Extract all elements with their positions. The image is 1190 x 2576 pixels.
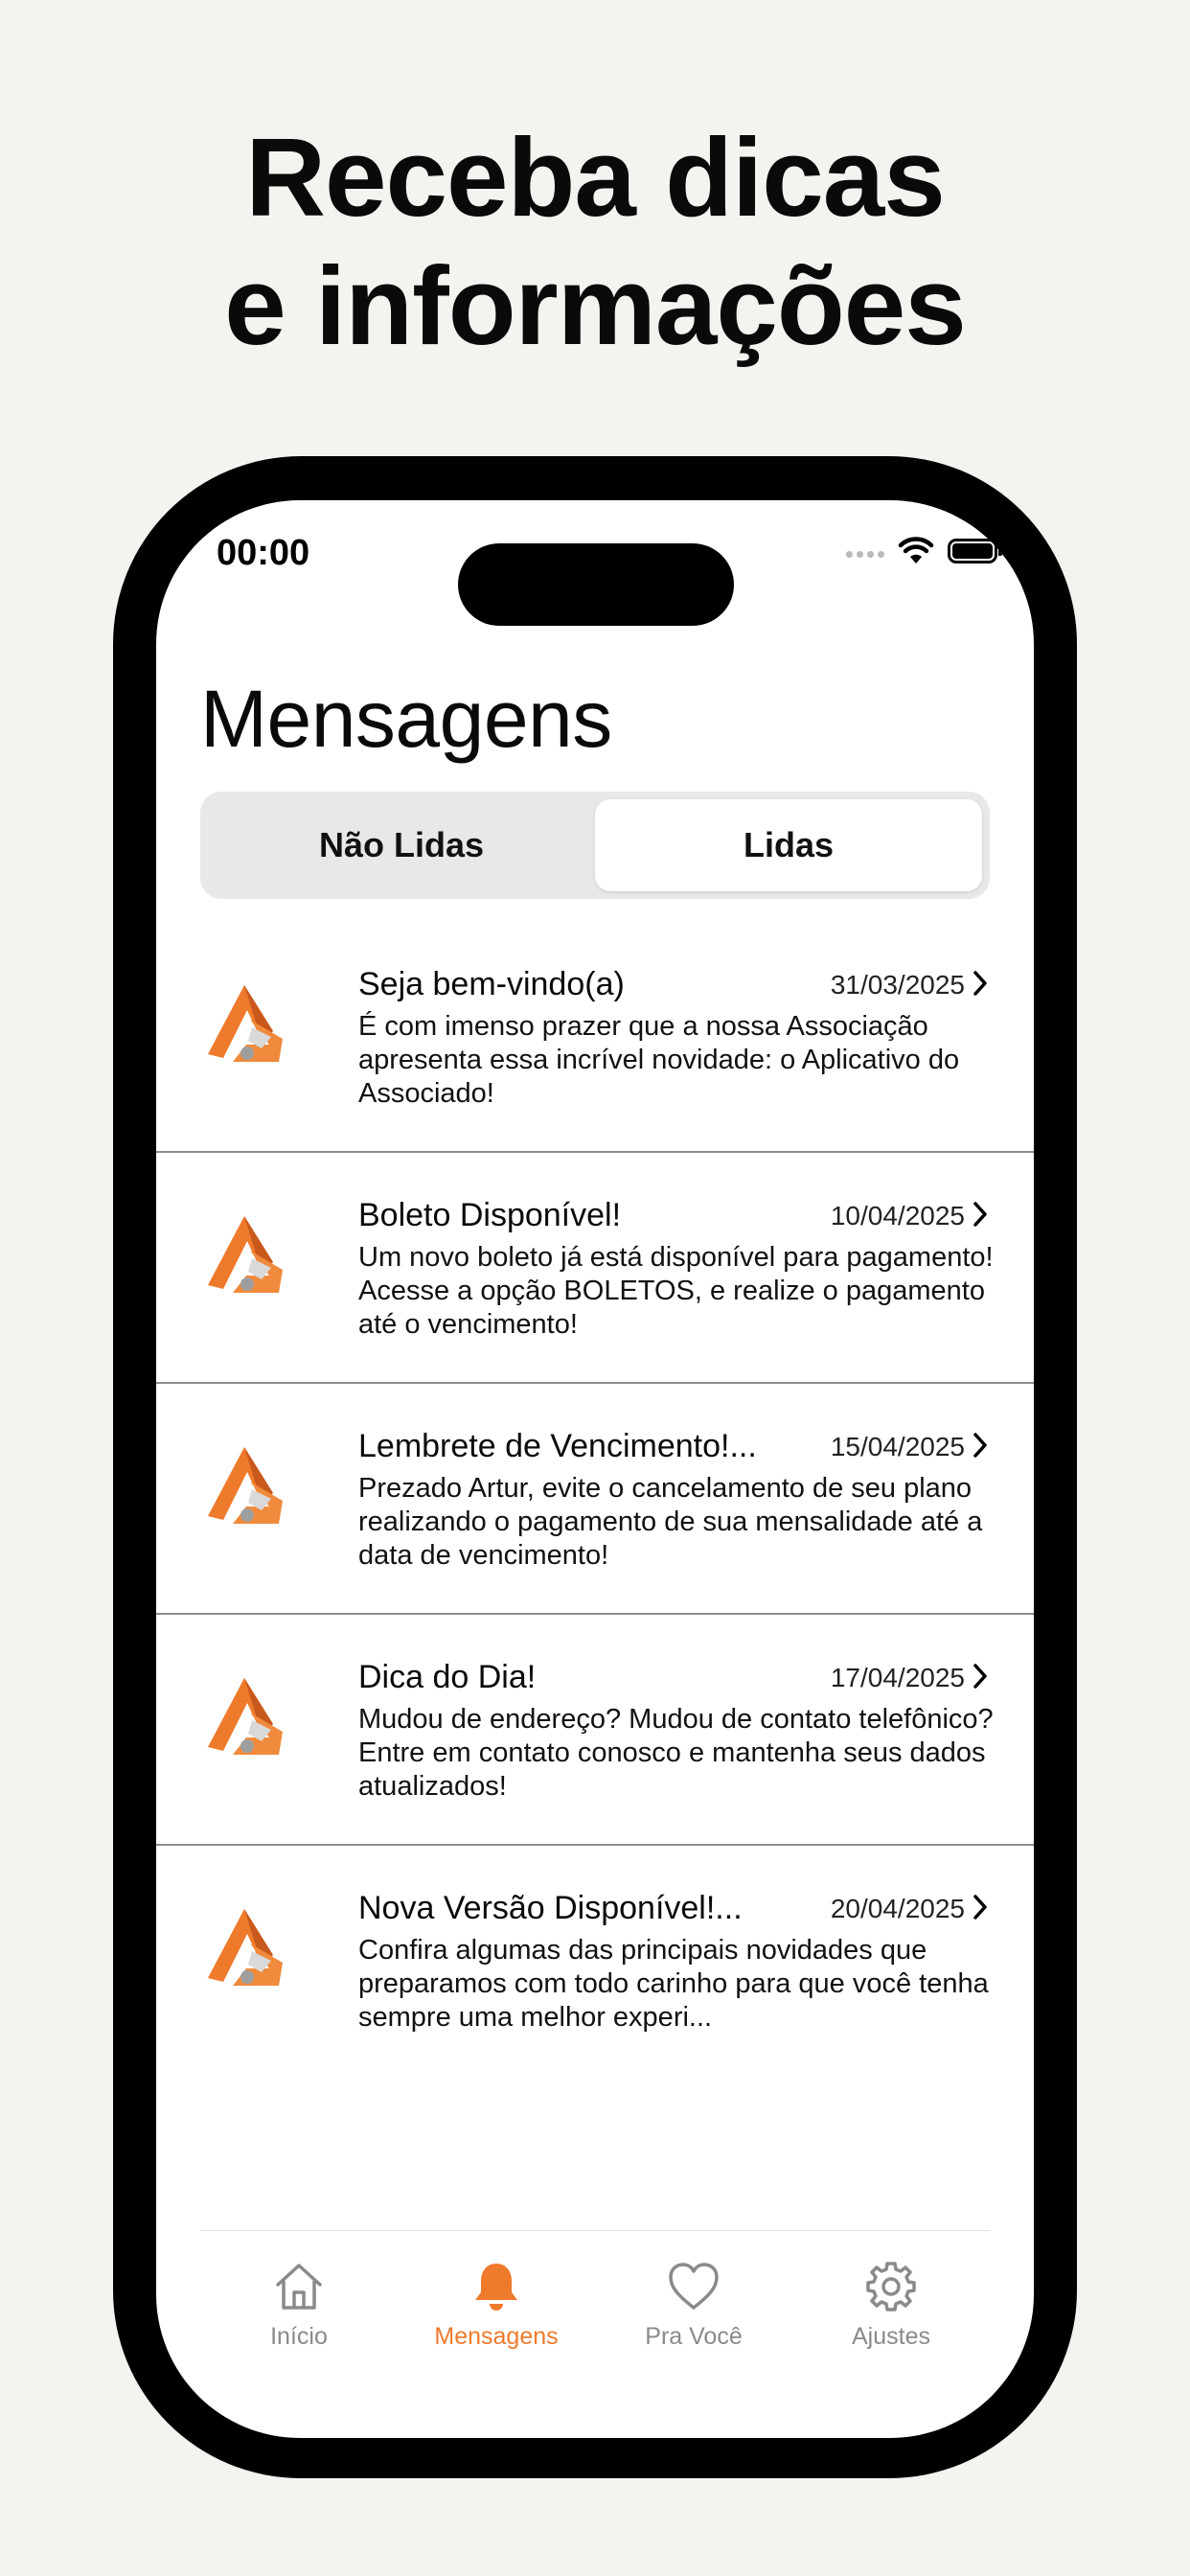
tab-bar (200, 2230, 990, 2365)
page-title: Mensagens (200, 674, 612, 764)
message-date: 31/03/2025 (830, 970, 965, 1000)
message-preview: Mudou de endereço? Mudou de contato telefônico? Entre em contato conosco e mantenha seus dados atualizados! (358, 1704, 994, 1802)
tab-label: Início (270, 2323, 328, 2350)
heart-icon (665, 2258, 722, 2315)
chevron-right-icon (971, 1432, 990, 1459)
message-title: Dica do Dia! (358, 1659, 537, 1695)
association-logo-icon (204, 1905, 290, 1991)
tab-unread[interactable]: Não Lidas (318, 825, 485, 864)
message-date: 17/04/2025 (830, 1663, 965, 1692)
chevron-right-icon (971, 1663, 990, 1690)
association-logo-icon (204, 981, 290, 1068)
home-icon (270, 2258, 328, 2315)
message-row[interactable] (156, 1615, 1034, 1846)
association-logo-icon (204, 1212, 290, 1299)
message-list (156, 922, 1034, 2077)
message-preview: Um novo boleto já está disponível para pagamento! Acesse a opção BOLETOS, e realize o pagamento até o vencimento! (358, 1242, 994, 1340)
association-logo-icon (204, 1674, 290, 1760)
dynamic-island (458, 543, 734, 626)
tab-pra-voce[interactable] (595, 2231, 792, 2365)
tab-label: Ajustes (852, 2323, 930, 2350)
battery-icon (948, 539, 997, 564)
message-title: Lembrete de Vencimento!... (358, 1428, 757, 1464)
message-date: 15/04/2025 (830, 1432, 965, 1461)
headline-line-1: Receba dicas (245, 115, 945, 240)
wifi-icon (898, 537, 934, 565)
association-logo-icon (204, 1443, 290, 1530)
message-preview: Confira algumas das principais novidades que preparamos com todo carinho para que você tenha sempre uma melhor experi... (358, 1935, 989, 2033)
tab-label: Mensagens (434, 2323, 559, 2350)
message-title: Nova Versão Disponível!... (358, 1890, 743, 1926)
headline-line-2: e informações (224, 243, 966, 368)
gear-icon (862, 2258, 920, 2315)
chevron-right-icon (971, 1894, 990, 1920)
message-preview: É com imenso prazer que a nossa Associação apresenta essa incrível novidade: o Aplicativo do Associado! (358, 1011, 960, 1109)
message-title: Seja bem-vindo(a) (358, 966, 625, 1002)
tab-label: Pra Você (645, 2323, 743, 2350)
chevron-right-icon (971, 1201, 990, 1228)
message-row[interactable] (156, 1153, 1034, 1384)
tab-read[interactable]: Lidas (595, 799, 982, 891)
cellular-signal-icon (846, 551, 884, 558)
read-filter-segmented-control (200, 792, 990, 899)
tab-inicio[interactable] (200, 2231, 398, 2365)
tab-ajustes[interactable] (792, 2231, 990, 2365)
message-date: 10/04/2025 (830, 1201, 965, 1230)
status-time: 00:00 (217, 533, 310, 573)
phone-screen (156, 500, 1034, 2438)
message-row[interactable] (156, 1846, 1034, 2077)
message-title: Boleto Disponível! (358, 1197, 622, 1233)
message-date: 20/04/2025 (830, 1894, 965, 1923)
message-preview: Prezado Artur, evite o cancelamento de seu plano realizando o pagamento de sua mensalidade até a data de vencimento! (358, 1473, 983, 1571)
headline (0, 113, 1190, 370)
message-row[interactable] (156, 922, 1034, 1153)
bell-icon (468, 2258, 525, 2315)
message-row[interactable] (156, 1384, 1034, 1615)
chevron-right-icon (971, 970, 990, 997)
status-indicators (846, 537, 997, 565)
tab-mensagens[interactable] (398, 2231, 595, 2365)
